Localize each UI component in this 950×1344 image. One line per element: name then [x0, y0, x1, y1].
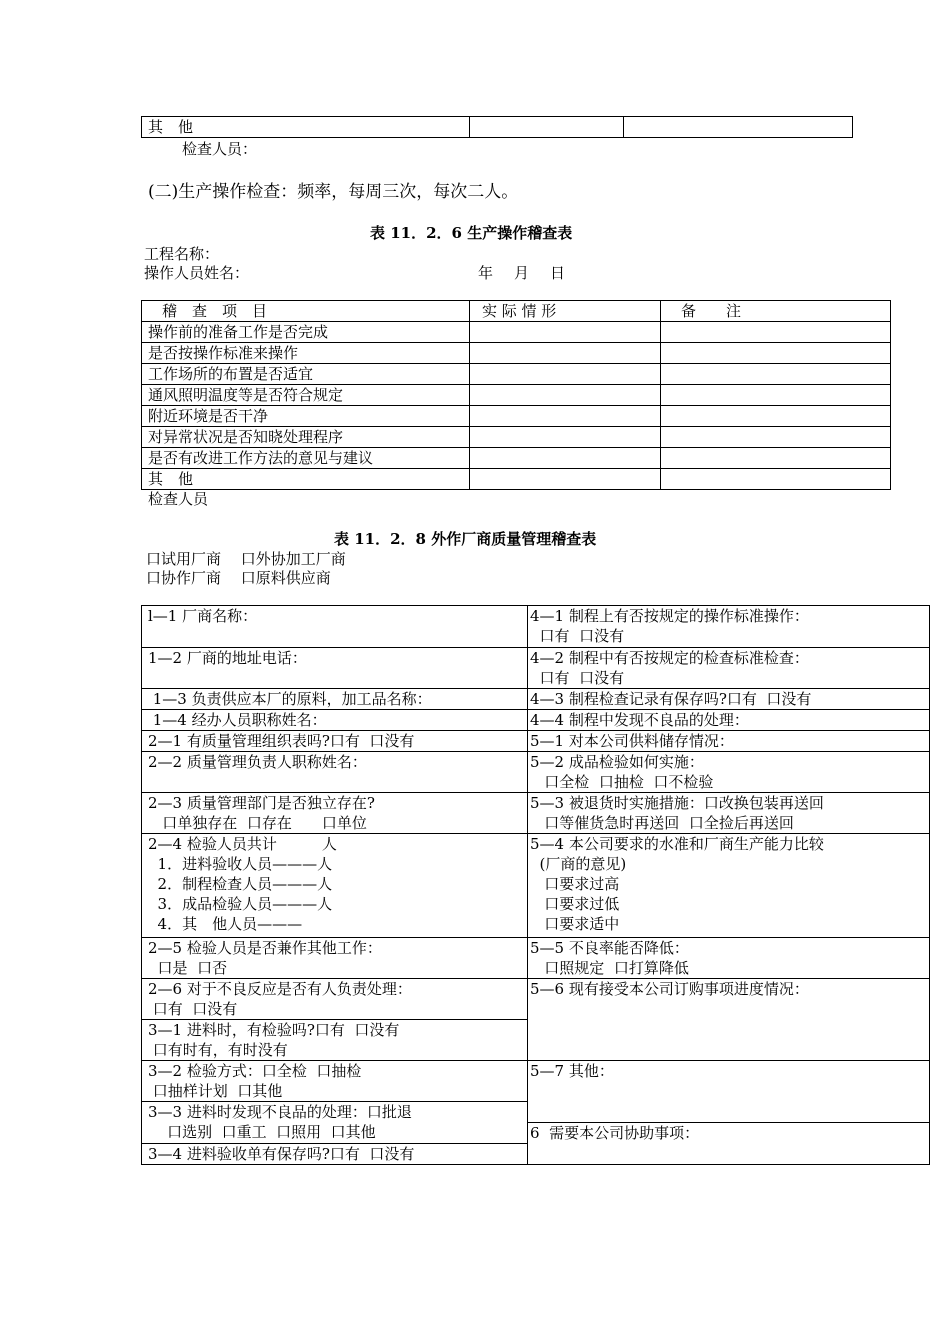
cell-3-2: 3—2 检验方式：口全检 口抽检 口抽样计划 口其他 [142, 1061, 528, 1102]
table-128-caption: 表 11．2．8 外作厂商质量管理稽查表 [334, 530, 597, 548]
cell-5-3: 5—3 被退货时实施措施：口改换包装再送回 口等催货急时再送回 口全捡后再送回 [528, 793, 930, 834]
date-label: 年 月 日 [478, 264, 569, 282]
vendor-type-line: 口协作厂商 口原料供应商 [146, 569, 331, 587]
cell-2-1: 2—1 有质量管理组织表吗?口有 口没有 [142, 731, 528, 752]
table-row: 通风照明温度等是否符合规定 [142, 385, 470, 406]
project-name-label: 工程名称： [144, 245, 220, 263]
cell-1-1: l—1 厂商名称： [142, 606, 528, 648]
header-items: 稽 查 项 目 [142, 301, 470, 322]
table-row: 附近环境是否干净 [142, 406, 470, 427]
top-table [141, 116, 853, 138]
table-126-inspector: 检查人员 [148, 490, 209, 508]
cell-5-5: 5—5 不良率能否降低： 口照规定 口打算降低 [528, 938, 930, 979]
cell-4-4: 4—4 制程中发现不良品的处理： [528, 710, 930, 731]
cell-1-4: 1—4 经办人员职称姓名： [142, 710, 528, 731]
cell-4-2: 4—2 制程中有否按规定的检查标准检查： 口有 口没有 [528, 648, 930, 689]
table-row: 是否按操作标准来操作 [142, 343, 470, 364]
cell-3-1: 3—1 进料时，有检验吗?口有 口没有 口有时有，有时没有 [142, 1020, 528, 1061]
header-actual: 实 际 情 形 [470, 301, 661, 322]
cell-2-5: 2—5 检验人员是否兼作其他工作： 口是 口否 [142, 938, 528, 979]
vendor-type-line: 口试用厂商 口外协加工厂商 [146, 550, 346, 568]
table-row: 对异常状况是否知晓处理程序 [142, 427, 470, 448]
cell-1-2: 1—2 厂商的地址电话： [142, 648, 528, 689]
cell-4-3: 4—3 制程检查记录有保存吗?口有 口没有 [528, 689, 930, 710]
cell-5-6: 5—6 现有接受本公司订购事项进度情况： [528, 979, 930, 1061]
table-row: 工作场所的布置是否适宜 [142, 364, 470, 385]
table-126 [141, 300, 891, 490]
top-table-cell [470, 117, 624, 138]
table-126-caption: 表 11．2．6 生产操作稽查表 [370, 224, 573, 242]
inspector-label: 检查人员： [182, 140, 258, 158]
section-title: (二)生产操作检查：频率，每周三次，每次二人。 [148, 182, 519, 202]
table-row: 其 他 [142, 469, 470, 490]
cell-4-1: 4—1 制程上有否按规定的操作标准操作： 口有 口没有 [528, 606, 930, 648]
operator-name-label: 操作人员姓名： [144, 264, 250, 282]
table-row: 是否有改进工作方法的意见与建议 [142, 448, 470, 469]
header-remarks: 备 注 [661, 301, 891, 322]
cell-1-3: 1—3 负责供应本厂的原料，加工品名称： [142, 689, 528, 710]
cell-2-3: 2—3 质量管理部门是否独立存在? 口单独存在 口存在 口单位 [142, 793, 528, 834]
cell-6: 6 需要本公司协助事项： [528, 1123, 930, 1165]
top-table-cell [624, 117, 853, 138]
cell-3-4: 3—4 进料验收单有保存吗?口有 口没有 [142, 1144, 528, 1165]
cell-5-4: 5—4 本公司要求的水准和厂商生产能力比较 (厂商的意见) 口要求过高 口要求过低 口要求适中 [528, 834, 930, 938]
cell-2-2: 2—2 质量管理负责人职称姓名： [142, 752, 528, 793]
cell-5-2: 5—2 成品检验如何实施： 口全检 口抽检 口不检验 [528, 752, 930, 793]
cell-5-7: 5—7 其他： [528, 1061, 930, 1123]
top-table-row-label: 其 他 [142, 117, 470, 138]
cell-3-3: 3—3 进料时发现不良品的处理：口批退 口选别 口重工 口照用 口其他 [142, 1102, 528, 1144]
table-row: 操作前的准备工作是否完成 [142, 322, 470, 343]
cell-5-1: 5—1 对本公司供料储存情况： [528, 731, 930, 752]
cell-2-6: 2—6 对于不良反应是否有人负责处理： 口有 口没有 [142, 979, 528, 1020]
cell-2-4: 2—4 检验人员共计 人 1．进料验收人员———人 2．制程检查人员———人 3．成品检验人员———人 4．其 他人员——— [142, 834, 528, 938]
table-128 [141, 605, 930, 1165]
